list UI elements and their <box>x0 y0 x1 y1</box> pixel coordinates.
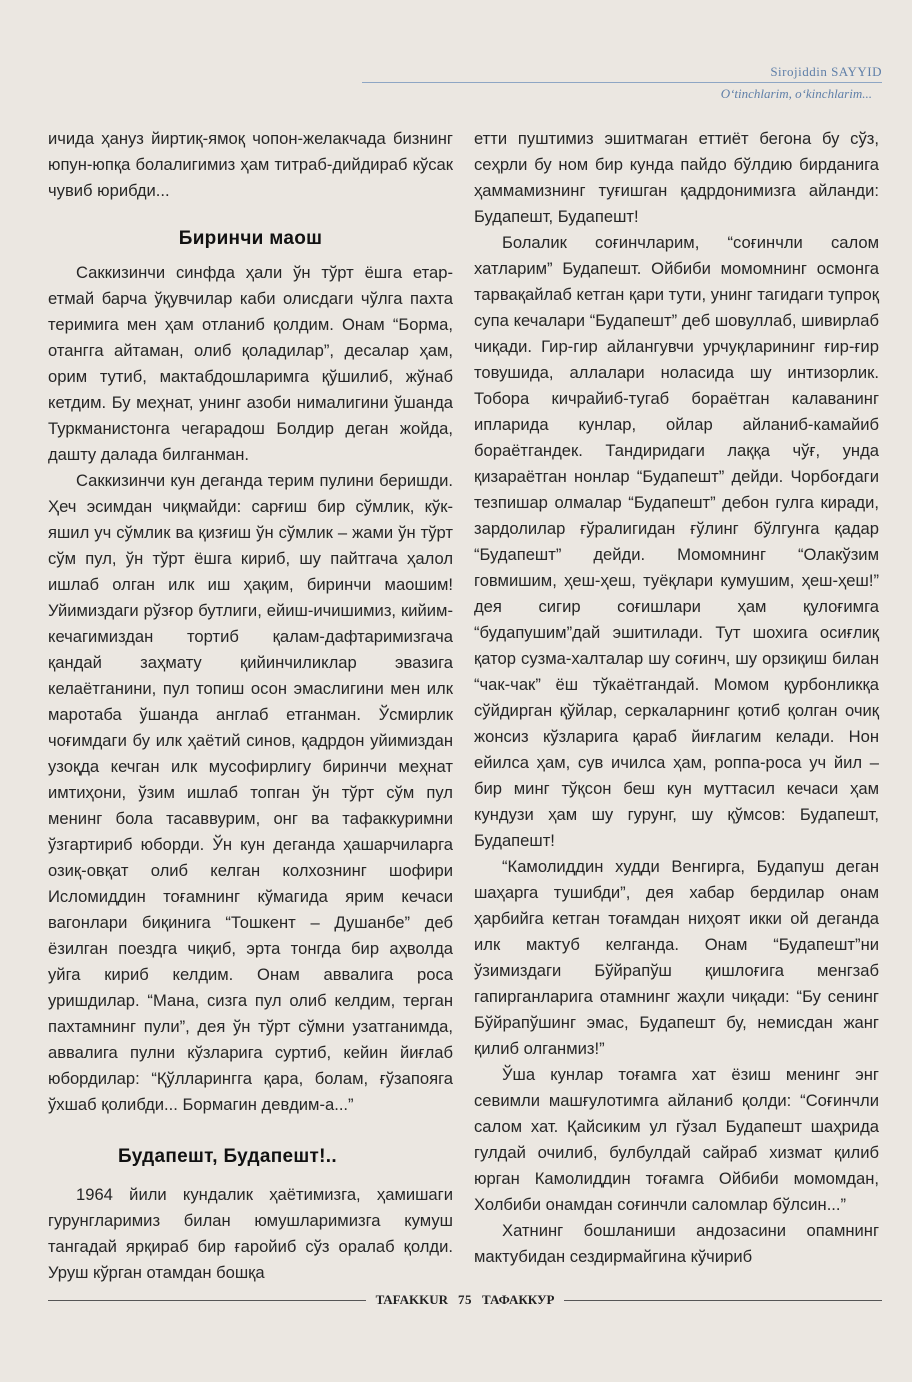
paragraph: 1964 йили кундалик ҳаётимизга, ҳамишаги гурунгларимиз билан юмушларимизга кумуш тангадай ярқираб бир ғаройиб сўз оралаб қолди. Уруш кўрган отамдан бошқа <box>48 1185 453 1282</box>
section-heading: Биринчи маош <box>178 228 323 249</box>
magazine-name-cyrillic: ТАФАККУР <box>482 1292 555 1307</box>
paragraph: “Камолиддин худди Венгирга, Будапуш деган шаҳарга тушибди”, дея хабар бердилар онам ҳарбийга кетган тоғамдан ниҳоят икки ой деганда илк мактуб келганда. Онам “Будапешт”ни ўзимиздаги Бўйрапўш қишлоғига менгзаб гапирганларига отамнинг жаҳли чиқади: “Бу сенинг Бўйрапўшинг эмас, Будапешт бу, немисдан жанг қилиб олганмиз!” <box>474 857 879 1058</box>
author-name: Sirojiddin SAYYID <box>770 64 882 79</box>
magazine-name-latin: TAFAKKUR <box>375 1292 449 1307</box>
paragraph: Саккизинчи синфда ҳали ўн тўрт ёшга етар-етмай барча ўқувчилар каби олисдаги чўлга пахта теримига мен ҳам отланиб қолдим. Онам “Борма, отангга айтаман, олиб қоладилар”, десалар ҳам, орим тутиб, мактабдошларимга қўшилиб, жўнаб кетдим. Бу меҳнат, унинг азоби нималигини ўшанда Туркманистонга чегарадош Болдир деган жойда, даштy далада билганман. <box>48 263 453 464</box>
section-heading: Будапешт, Будапешт!.. <box>118 1146 337 1167</box>
paragraph: ичида ҳануз йиртиқ-ямоқ чопон-желакчада бизнинг юпун-юпқа болалигимиз ҳам титраб-дийдираб кўсак чувиб юрибди... <box>48 129 453 200</box>
paragraph: Ўша кунлар тоғамга хат ёзиш менинг энг севимли машғулотимга айланиб қолди: “Соғинчли салом хат. Қайсиким ул гўзал Будапешт шаҳрида гулдай очилиб, булбулдай сайраб хизмат қилиб юрган Камолиддин тоғамга Ойбиби момомдан, Холбиби онамдан соғинчли саломлар бўлсин...” <box>474 1065 879 1214</box>
running-head <box>362 64 882 102</box>
page-number: 75 <box>458 1292 473 1307</box>
paragraph: Саккизинчи кун деганда терим пулини беришди. Ҳеч эсимдан чиқмайди: сарғиш бир сўмлик, кўк-яшил уч сўмлик ва қизғиш ўн сўмлик – жами ўн тўрт сўм пул, ўн тўрт ёшга кириб, шу пайтгача ҳалол ишлаб олган илк иш ҳақим, биринчи маошим! Уйимиздаги рўзғор бутлиги, ейиш-ичишимиз, кийим-кечагимиздан тортиб қалам-дафтаримизгача қандай заҳмату қийинчиликлар эвазига келаётганини, пул топиш осон эмаслигини мен илк маротаба ўшанда англаб етганман. Ўсмирлик чоғимдаги бу илк ҳаётий синов, қадрдон уйимиздан узоқда кечган илк мусофирлигу биринчи меҳнат имтиҳони, ўзим ишлаб топган ўн тўрт сўм пул менинг бола тасаввурим, онг ва тафаккуримни ўзгартириб юборди. Ўн кун деганда ҳашарчиларга озиқ-овқат олиб келган колхознинг шофири Исломиддин тоғамнинг кўмагида ярим кечаси вагонлари биқинига “Тошкент – Душанбе” деб ёзилган поездга чиқиб, эрта тонгда бир аҳволда уйга кириб келдим. Онам аввалига роса уришдилар. “Мана, сизга пул олиб келдим, терган пахтамнинг пули”, дея ўн тўрт сўмни узатганимда, аввалига пулни кўзларига суртиб, кейин йиғлаб юбордилар: “Қўлларингга қара, болам, ғўзапояга ўхшаб қолибди... Бормагин девдим-а...” <box>48 471 453 1114</box>
series-title: O‘tinchlarim, o‘kinchlarim... <box>720 86 872 101</box>
paragraph: Хатнинг бошланиши андозасини опамнинг мактубидан сездирмайгина кўчириб <box>474 1221 879 1266</box>
page-footer <box>48 1290 882 1310</box>
header-rule <box>362 82 882 83</box>
paragraph: Болалик соғинчларим, “соғинчли салом хатларим” Будапешт. Ойбиби момомнинг осмонга тарвақайлаб кетган қари тути, унинг тагидаги тупроқ супа кечалари “Будапешт” деб шовуллаб, шивирлаб чиқади. Гир-гир айлангувчи урчуқларининг ғир-ғир товушида, аллалари ноласида шу интизорлик. Тобора кичрайиб-тугаб бораётган калаванинг ипларида кунлар, ойлар айланиб-камайиб бораётгандек. Тандиридаги лаққа чўғ, унда қизараётган нонлар “Будапешт” дейди. Чорбоғдаги тезпишар олмалар “Будапешт” дебон гулга киради, зардолилар ғўралигидан ғўлинг бўлгунга қадар “Будапешт” дейди. Момомнинг “Олакўзим говмишим, ҳеш-ҳеш, туёқлари кумушим, ҳеш-ҳеш!” дея сигир соғишлари ҳам қулоғимга “будапушим”дай эшитилади. Тут шохига осиғлиқ қатор сузма-халталар шу соғинч, шу орзиқиш билан “чак-чак” ёш тўкаётгандай. Момом қурбонликқа сўйдирган қўйлар, серкаларнинг қотиб қолган очиқ жонсиз кўзларига қараб йиғлагим келади. Нон ейилса ҳам, сув ичилса ҳам, роппа-роса уч йил – бир минг тўқсон беш кун муттасил кечаси ҳам кундузи ҳам шу гурунг, шу қўмсов: Будапешт, Будапешт! <box>474 233 879 850</box>
paragraph: етти пуштимиз эшитмаган еттиёт бегона бу сўз, сеҳрли бу ном бир кунда пайдо бўлдию бирданига ҳаммамизнинг туғишган қадрдонимизга айланди: Будапешт, Будапешт! <box>474 129 879 226</box>
right-column <box>474 126 879 1270</box>
footer-rule-left <box>48 1300 366 1301</box>
footer-rule-right <box>564 1300 882 1301</box>
left-column <box>48 126 453 1286</box>
